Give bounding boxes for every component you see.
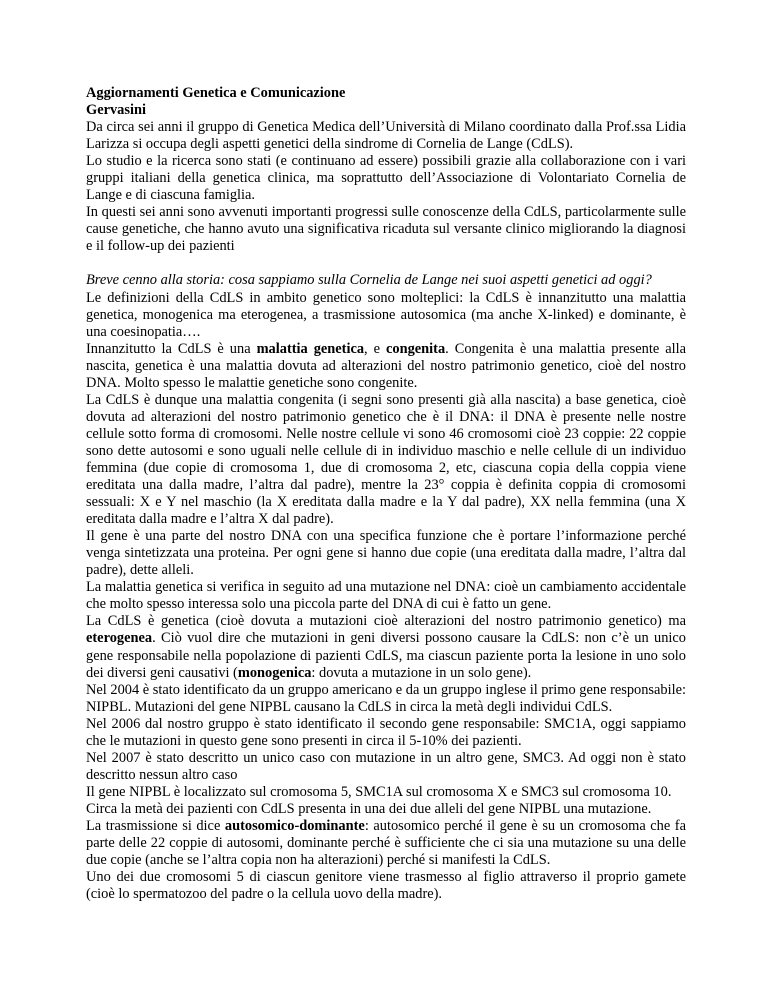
body-paragraph: Innanzitutto la CdLS è una malattia genetica, e congenita. Congenita è una malattia presente alla nascita, genetica è una malattia dovuta ad alterazioni del nostro patrimonio genetico, cioè del nostro DNA. Molto spesso le malattie genetiche sono congenite. (86, 340, 686, 391)
body-paragraph: La CdLS è dunque una malattia congenita (i segni sono presenti già alla nascita) a base genetica, cioè dovuta ad alterazioni del nostro patrimonio genetico che è il DNA: il DNA è presente nelle nostre cellule sotto forma di cromosomi. Nelle nostre cellule vi sono 46 cromosomi cioè 23 coppie: 22 coppie sono dette autosomi e sono uguali nelle cellule di in individuo maschio e nelle cellule di un individuo femmina (due copie di cromosoma 1, due di cromosoma 2, etc, ciascuna copia della coppia viene ereditata una dalla madre, l’altra dal padre), mentre la 23° coppia è definita coppia di cromosomi sessuali: X e Y nel maschio (la X ereditata dalla madre e la Y dal padre), XX nella femmina (una X ereditata dalla madre e l’altra X dal padre). (86, 391, 686, 528)
body-paragraph: La CdLS è genetica (cioè dovuta a mutazioni cioè alterazioni del nostro patrimonio genetico) ma eterogenea. Ciò vuol dire che mutazioni in geni diversi possono causare la CdLS: non c’è un unico gene responsabile nella popolazione di pazienti CdLS, ma ciascun paziente porta la lesione in uno solo dei diversi geni causativi (monogenica: dovuta a mutazione in un solo gene). (86, 613, 686, 681)
bold-term: malattia genetica (256, 340, 365, 357)
bold-term: autosomico-dominante (224, 817, 365, 834)
document-page (86, 85, 686, 903)
document-title: Aggiornamenti Genetica e Comunicazione (86, 85, 346, 101)
intro-paragraph: In questi sei anni sono avvenuti importanti progressi sulle conoscenze della CdLS, particolarmente sulle cause genetiche, che hanno avuto una significativa ricaduta sul versante clinico migliorando la diagnosi e il follow-up dei pazienti (86, 204, 686, 255)
body-paragraph: Le definizioni della CdLS in ambito genetico sono molteplici: la CdLS è innanzitutto una malattia genetica, monogenica ma eterogenea, a trasmissione autosomica (ma anche X-linked) e dominante, è una coesinopatia…. (86, 289, 686, 340)
body-paragraph: Il gene NIPBL è localizzato sul cromosoma 5, SMC1A sul cromosoma X e SMC3 sul cromosoma 10. (86, 783, 672, 800)
body-paragraph: Nel 2006 dal nostro gruppo è stato identificato il secondo gene responsabile: SMC1A, oggi sappiamo che le mutazioni in questo gene sono presenti in circa il 5-10% dei pazienti. (86, 715, 686, 749)
bold-term: congenita (385, 340, 446, 357)
paragraph-gap (86, 255, 686, 272)
document-author: Gervasini (86, 102, 146, 119)
section-heading: Breve cenno alla storia: cosa sappiamo sulla Cornelia de Lange nei suoi aspetti genetici ad oggi? (86, 272, 652, 289)
body-paragraph: La trasmissione si dice autosomico-dominante: autosomico perché il gene è su un cromosoma che fa parte delle 22 coppie di autosomi, dominante perché è sufficiente che ci sia una mutazione su una delle due copie (anche se l’altra copia non ha alterazioni) perché si manifesti la CdLS. (86, 817, 686, 869)
body-paragraph: Uno dei due cromosomi 5 di ciascun genitore viene trasmesso al figlio attraverso il proprio gamete (cioè lo spermatozoo del padre o la cellula uovo della madre). (86, 869, 686, 903)
body-paragraph: Nel 2007 è stato descritto un unico caso con mutazione in un altro gene, SMC3. Ad oggi non è stato descritto nessun altro caso (86, 749, 686, 783)
bold-term: monogenica (237, 664, 312, 681)
body-paragraph: Nel 2004 è stato identificato da un gruppo americano e da un gruppo inglese il primo gene responsabile: NIPBL. Mutazioni del gene NIPBL causano la CdLS in circa la metà degli individui CdLS. (86, 681, 686, 715)
bold-term: eterogenea (86, 630, 153, 647)
body-paragraph: La malattia genetica si verifica in seguito ad una mutazione nel DNA: cioè un cambiamento accidentale che molto spesso interessa solo una piccola parte del DNA di cui è fatto un gene. (86, 579, 686, 613)
intro-paragraph: Da circa sei anni il gruppo di Genetica Medica dell’Università di Milano coordinato dalla Prof.ssa Lidia Larizza si occupa degli aspetti genetici della sindrome di Cornelia de Lange (CdLS). (86, 119, 686, 153)
body-paragraph: Il gene è una parte del nostro DNA con una specifica funzione che è portare l’informazione perché venga sintetizzata una proteina. Per ogni gene si hanno due copie (una ereditata dalla madre, l’altra dal padre), dette alleli. (86, 528, 686, 579)
body-paragraph: Circa la metà dei pazienti con CdLS presenta in una dei due alleli del gene NIPBL una mutazione. (86, 800, 652, 817)
intro-paragraph: Lo studio e la ricerca sono stati (e continuano ad essere) possibili grazie alla collaborazione con i vari gruppi italiani della genetica clinica, ma soprattutto dell’Associazione di Volontariato Cornelia de Lange e di ciascuna famiglia. (86, 153, 686, 204)
